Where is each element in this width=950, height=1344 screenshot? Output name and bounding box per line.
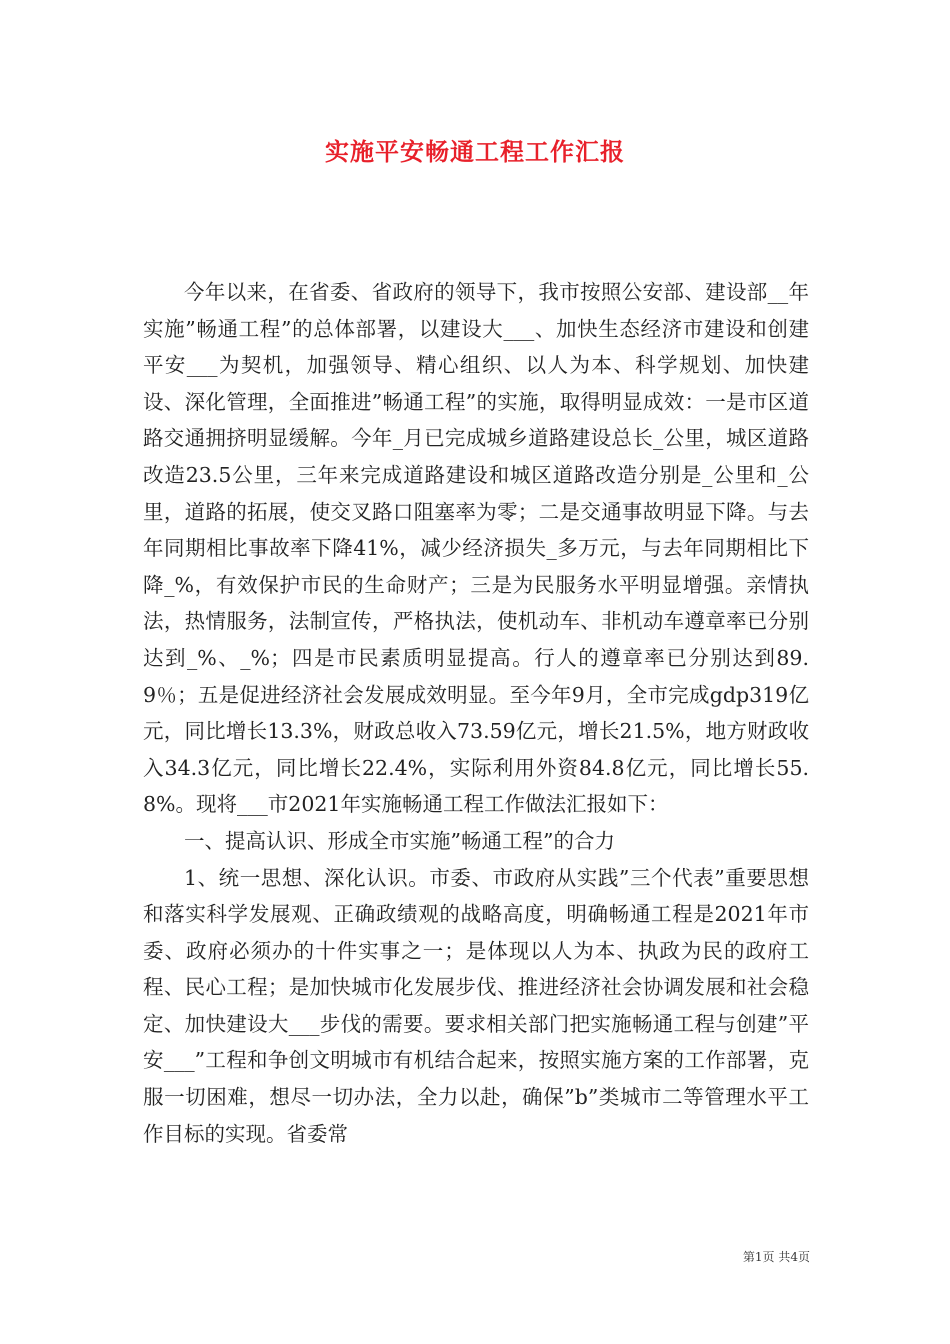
paragraph-intro: 今年以来，在省委、省政府的领导下，我市按照公安部、建设部__年实施”畅通工程”的总体部署，以建设大___、加快生态经济市建设和创建平安___为契机，加强领导、精心组织、以人为本、科学规划、加快建设、深化管理，全面推进”畅通工程”的实施，取得明显成效：一是市区道路交通拥挤明显缓解。今年_月已完成城乡道路建设总长_公里，城区道路改造23.5公里，三年来完成道路建设和城区道路改造分别是_公里和_公里，道路的拓展，使交叉路口阻塞率为零；二是交通事故明显下降。与去年同期相比事故率下降41%，减少经济损失_多万元，与去年同期相比下降_%，有效保护市民的生命财产；三是为民服务水平明显增强。亲情执法，热情服务，法制宣传，严格执法，使机动车、非机动车遵章率已分别达到_%、_%；四是市民素质明显提高。行人的遵章率已分别达到89.9％；五是促进经济社会发展成效明显。至今年9月，全市完成gdp319亿元，同比增长13.3%，财政总收入73.59亿元，增长21.5%，地方财政收入34.3亿元，同比增长22.4%，实际利用外资84.8亿元，同比增长55.8%。现将___市2021年实施畅通工程工作做法汇报如下： xyxy=(143,280,809,817)
page-number: 第1页 共4页 xyxy=(742,1250,810,1264)
document-title: 实施平安畅通工程工作汇报 xyxy=(325,137,625,166)
paragraph-1-1: 1、统一思想、深化认识。市委、市政府从实践”三个代表”重要思想和落实科学发展观、正确政绩观的战略高度，明确畅通工程是2021年市委、政府必须办的十件实事之一；是体现以人为本、执政为民的政府工程、民心工程；是加快城市化发展步伐、推进经济社会协调发展和社会稳定、加快建设大___步伐的需要。要求相关部门把实施畅通工程与创建”平安___”工程和争创文明城市有机结合起来，按照实施方案的工作部署，克服一切困难，想尽一切办法，全力以赴，确保”b”类城市二等管理水平工作目标的实现。省委常 xyxy=(143,865,809,1146)
document-body xyxy=(143,274,809,1152)
section-heading-1: 一、提高认识、形成全市实施”畅通工程”的合力 xyxy=(184,828,615,853)
